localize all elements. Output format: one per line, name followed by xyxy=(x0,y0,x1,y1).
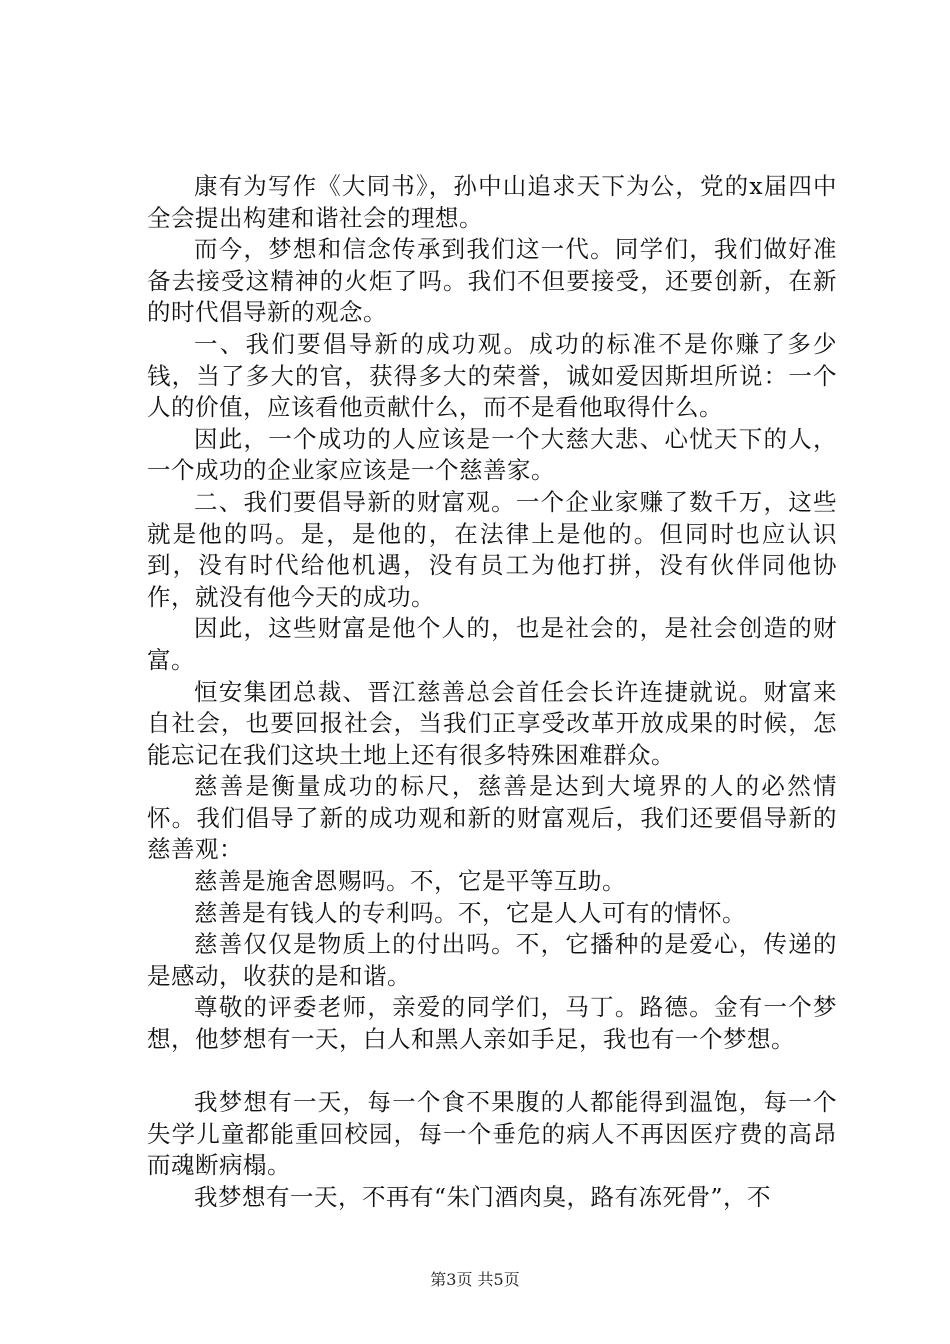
paragraph-11: 慈善仅仅是物质上的付出吗。不，它播种的是爱心，传递的是感动，收获的是和谐。 xyxy=(147,930,837,990)
page-number-label: 第3页 共5页 xyxy=(430,1270,520,1289)
paragraph-6: 因此，这些财富是他个人的，也是社会的，是社会创造的财富。 xyxy=(147,614,837,674)
paragraph-10: 慈善是有钱人的专利吗。不，它是人人可有的情怀。 xyxy=(194,898,746,927)
page-footer xyxy=(0,1270,950,1290)
paragraph-4: 因此，一个成功的人应该是一个大慈大悲、心忧天下的人，一个成功的企业家应该是一个慈善家。 xyxy=(147,424,837,485)
paragraph-5: 二、我们要倡导新的财富观。一个企业家赚了数千万，这些就是他的吗。是，是他的，在法律上是他的。但同时也应认识到，没有时代给他机遇，没有员工为他打拼，没有伙伴同他协作，就没有他今天的成功。 xyxy=(147,487,837,611)
paragraph-13: 我梦想有一天，每一个食不果腹的人都能得到温饱，每一个失学儿童都能重回校园，每一个垂危的病人不再因医疗费的高昂而魂断病榻。 xyxy=(147,1088,837,1180)
document-body xyxy=(147,171,837,1214)
paragraph-8: 慈善是衡量成功的标尺，慈善是达到大境界的人的必然情怀。我们倡导了新的成功观和新的财富观后，我们还要倡导新的慈善观： xyxy=(147,772,837,864)
paragraph-14: 我梦想有一天，不再有“朱门酒肉臭，路有冻死骨”，不 xyxy=(194,1183,772,1211)
paragraph-1: 康有为写作《大同书》，孙中山追求天下为公，党的x届四中全会提出构建和谐社会的理想。 xyxy=(147,172,837,232)
paragraph-12: 尊敬的评委老师，亲爱的同学们，马丁。路德。金有一个梦想，他梦想有一天，白人和黑人亲如手足，我也有一个梦想。 xyxy=(147,993,837,1054)
paragraph-7: 恒安集团总裁、晋江慈善总会首任会长许连捷就说。财富来自社会，也要回报社会，当我们正享受改革开放成果的时候，怎能忘记在我们这块土地上还有很多特殊困难群众。 xyxy=(147,677,837,769)
paragraph-9: 慈善是施舍恩赐吗。不，它是平等互助。 xyxy=(194,867,626,896)
paragraph-2: 而今，梦想和信念传承到我们这一代。同学们，我们做好准备去接受这精神的火炬了吗。我们不但要接受，还要创新，在新的时代倡导新的观念。 xyxy=(147,235,837,327)
paragraph-3: 一、我们要倡导新的成功观。成功的标准不是你赚了多少钱，当了多大的官，获得多大的荣誉，诚如爱因斯坦所说：一个人的价值，应该看他贡献什么，而不是看他取得什么。 xyxy=(147,329,837,422)
